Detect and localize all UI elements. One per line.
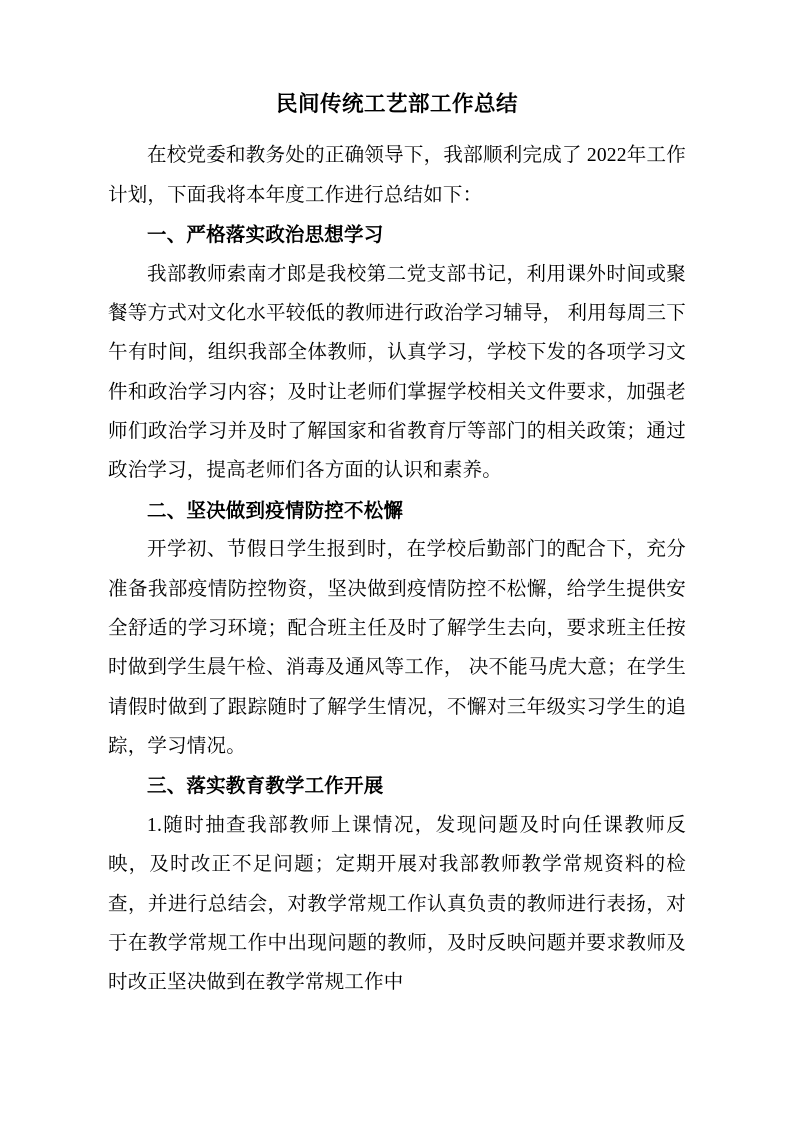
- section-heading-two: 二、坚决做到疫情防控不松懈: [147, 498, 404, 522]
- paragraph-section-three: 1.随时抽查我部教师上课情况，发现问题及时向任课教师反映，及时改正不足问题；定期开展对我部教师教学常规资料的检查，并进行总结会，对教学常规工作认真负责的教师进行表扬，对于在教学常规工作中出现问题的教师，及时反映问题并要求教师及时改正坚决做到在教学常规工作中: [108, 814, 686, 994]
- paragraph-intro: 在校党委和教务处的正确领导下，我部顺利完成了 2022年工作计划，下面我将本年度工作进行总结如下：: [108, 145, 686, 206]
- section-heading-one: 一、严格落实政治思想学习: [147, 223, 384, 247]
- paragraph-section-one: 我部教师索南才郎是我校第二党支部书记，利用课外时间或聚餐等方式对文化水平较低的教师进行政治学习辅导， 利用每周三下午有时间，组织我部全体教师，认真学习，学校下发的各项学习文件和政治学习内容；及时让老师们掌握学校相关文件要求，加强老师们政治学习并及时了解国家和省教育厅等部门的相关政策；通过政治学习，提高老师们各方面的认识和素养。: [108, 263, 686, 482]
- page-title: 民间传统工艺部工作总结: [275, 92, 518, 117]
- section-heading-three: 三、落实教育教学工作开展: [147, 774, 384, 798]
- paragraph-section-two: 开学初、节假日学生报到时，在学校后勤部门的配合下，充分准备我部疫情防控物资，坚决做到疫情防控不松懈，给学生提供安全舒适的学习环境；配合班主任及时了解学生去向，要求班主任按时做到学生晨午检、消毒及通风等工作， 决不能马虎大意；在学生请假时做到了跟踪随时了解学生情况，不懈对三年级实习学生的追踪，学习情况。: [108, 539, 686, 758]
